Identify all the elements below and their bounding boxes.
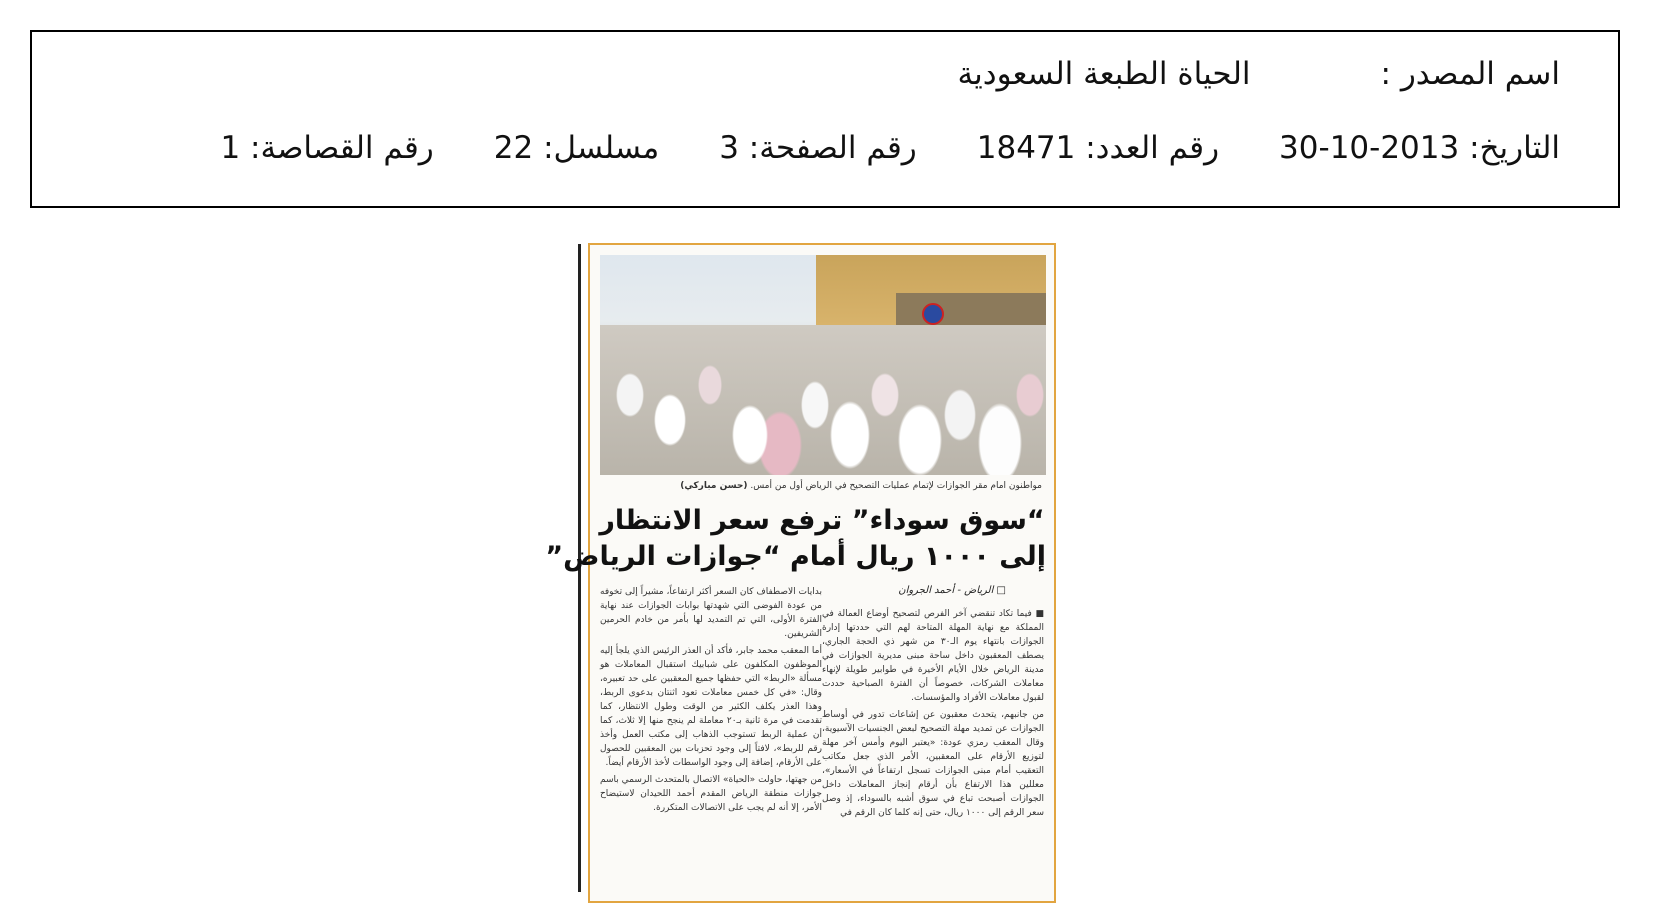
article-paragraph: أما المعقب محمد جابر، فأكد أن العذر الرئيس الذي يلجأ إليه الموظفون المكلفون على شبابيك استقبال المعاملات هو مسألة «الربط» التي حفظها جميع المعقبين على حد تعبيره، وقال: «في كل خمس معاملات تعود اثنتان بدعوى الربط، وهذا العذر يكلف الكثير من الوقت وطول الانتظار، كما تقدمت في مرة ثانية بـ٢٠ معاملة لم ينجح منها إلا ثلاث، كما أن عملية الربط تستوجب الذهاب إلى مكتب العمل وأخذ رقم للربط»، لافتاً إلى وجود تحزبات بين المعقبين للحصول على الأرقام، إضافة إلى وجود الواسطات لأخذ الأرقام أيضاً. (600, 646, 822, 768)
no-parking-sign-icon (922, 303, 944, 325)
issue-number-field: رقم العدد: 18471 (976, 130, 1220, 166)
newspaper-clipping (545, 243, 1056, 903)
headline-line-1: “سوق سوداء” ترفع سعر الانتظار (599, 505, 1045, 536)
article-headline (545, 503, 1046, 575)
article-photo (600, 255, 1046, 475)
article-column-left (600, 585, 822, 897)
headline-line-2: إلى ١٠٠٠ ريال أمام “جوازات الرياض” (545, 541, 1046, 572)
page-number-field: رقم الصفحة: 3 (719, 130, 917, 166)
article-column-right (822, 607, 1044, 897)
photo-caption (602, 479, 1042, 493)
article-paragraph: من جهتها، حاولت «الحياة» الاتصال بالمتحدث الرسمي باسم جوازات منطقة الرياض المقدم أحمد اللحيدان لاستيضاح الأمر، إلا أنه لم يجب على الاتصالات المتكررة. (600, 775, 822, 813)
article-paragraph: من جانبهم، يتحدث معقبون عن إشاعات تدور في أوساط الجوازات عن تمديد مهلة التصحيح لبعض الجنسيات الآسيوية، وقال المعقب رمزي عودة: «يعتبر اليوم وأمس آخر مهلة لتوزيع الأرقام على المعقبين، الأمر الذي جعل مكاتب التعقيب أمام مبنى الجوازات تسجل ارتفاعاً في الأسعار»، معللين هذا الارتفاع بأن أرقام إنجاز المعاملات داخل الجوازات أصبحت تباع في سوق أشبه بالسوداء، إذ وصل سعر الرقم إلى ١٠٠٠ ريال، حتى إنه كلما كان الرقم في (822, 710, 1044, 818)
photo-credit: (حسن مباركي) (680, 481, 748, 491)
article-byline: □ الرياض - أحمد الجروان (898, 585, 1006, 596)
source-row (958, 54, 1560, 94)
date-field: التاريخ: 2013-10-30 (1279, 130, 1560, 166)
clip-number-field: رقم القصاصة: 1 (220, 130, 434, 166)
photo-caption-text: مواطنون امام مقر الجوازات لإتمام عمليات التصحيح في الرياض أول من أمس. (750, 481, 1042, 491)
source-value: الحياة الطبعة السعودية (957, 56, 1251, 92)
serial-field: مسلسل: 22 (493, 130, 660, 166)
article-paragraph: بدايات الاصطفاف كان السعر أكثر ارتفاعاً، مشيراً إلى تخوفه من عودة الفوضى التي شهدتها بوابات الجوازات عند نهاية الفترة الأولى، التي تم التمديد لها بأمر من خادم الحرمين الشريفين. (600, 587, 822, 639)
source-label: اسم المصدر : (1380, 56, 1560, 92)
article-paragraph: ■ فيما تكاد تنقضي آخر الفرص لتصحيح أوضاع العمالة في المملكة مع نهاية المهلة المتاحة لهم التي حددتها إدارة الجوازات بانتهاء يوم الـ٣٠ من شهر ذي الحجة الجاري، يصطف المعقبون داخل ساحة مبنى مديرية الجوازات في مدينة الرياض خلال الأيام الأخيرة في طوابير طويلة لإنهاء معاملات الشركات، خصوصاً أن الفترة الصباحية حددت لقبول معاملات الأفراد والمؤسسات. (822, 609, 1044, 703)
details-row (220, 128, 1560, 168)
photo-crowd (600, 325, 1046, 475)
metadata-box (30, 30, 1620, 208)
